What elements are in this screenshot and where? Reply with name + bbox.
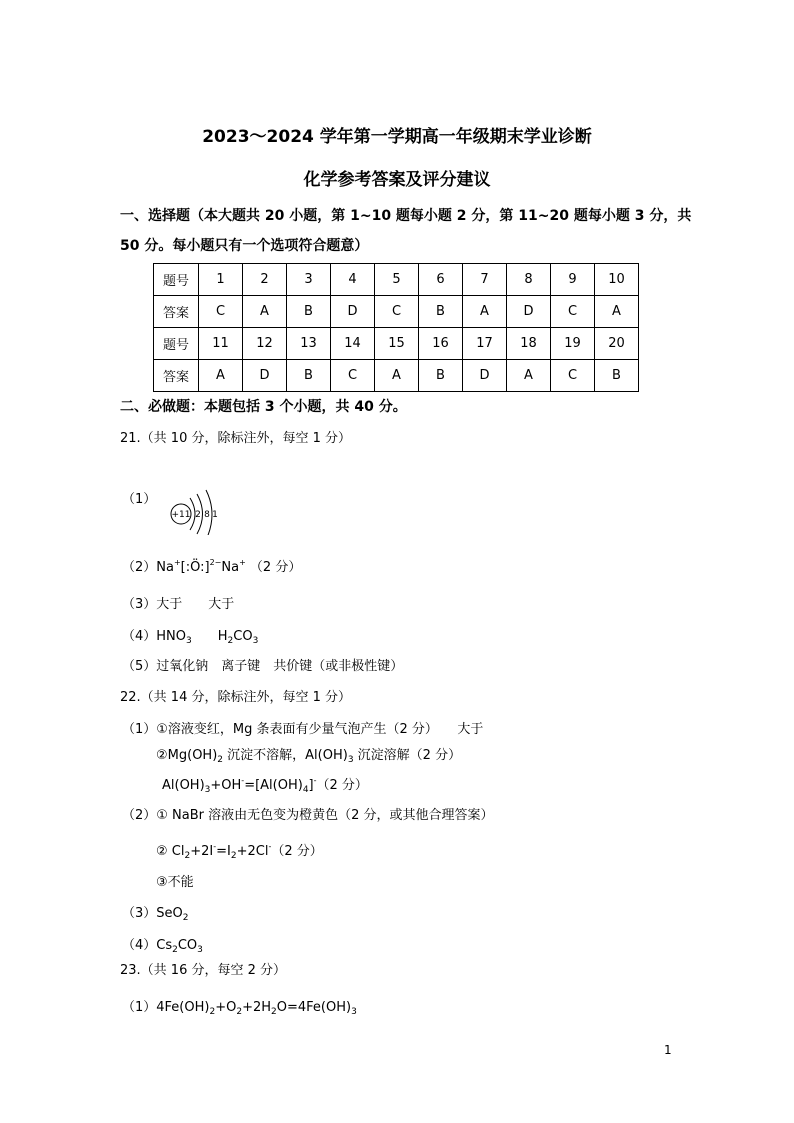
subscript-text: 4 [302, 785, 309, 795]
answer-line [156, 875, 194, 891]
document-subtitle: 化学参考答案及评分建议 [303, 170, 491, 190]
q21-1-label: （1） [122, 492, 157, 507]
document-title: 2023～2024 学年第一学期高一年级期末学业诊断 [202, 127, 592, 147]
row-header-cell: 答案 [154, 296, 199, 328]
row-header-cell: 答案 [154, 360, 199, 392]
table-cell: 1 [199, 264, 243, 296]
table-cell: 2 [243, 264, 287, 296]
answer-text: 沉淀不溶解，Al(OH) [223, 748, 348, 763]
table-cell: B [419, 296, 463, 328]
table-cell: 9 [551, 264, 595, 296]
supscript-text: 2− [209, 558, 222, 567]
subscript-text: 2 [209, 1007, 216, 1017]
subscript-text: 3 [347, 755, 354, 765]
table-row [154, 328, 639, 360]
answer-text: （3）大于 大于 [122, 597, 235, 612]
supscript-text: - [241, 776, 245, 785]
table-cell: C [331, 360, 375, 392]
table-cell: A [199, 360, 243, 392]
subscript-text: 2 [271, 1007, 277, 1017]
supscript-text: - [213, 842, 217, 851]
table-cell: D [331, 296, 375, 328]
table-cell: 17 [463, 328, 507, 360]
table-cell: B [287, 360, 331, 392]
table-cell: A [463, 296, 507, 328]
answer-text: ② Cl [156, 844, 185, 859]
answer-line [120, 963, 286, 979]
answer-text: CO [233, 629, 253, 644]
answer-line [122, 722, 483, 738]
nucleus-charge: +11 [171, 510, 191, 520]
answer-text: （2 分） [316, 778, 368, 793]
answer-text: +2H [242, 1000, 272, 1015]
table-cell: 20 [595, 328, 639, 360]
table-cell: 15 [375, 328, 419, 360]
supscript-text: - [268, 842, 272, 851]
answer-text: +2Cl [236, 844, 269, 859]
table-cell: B [419, 360, 463, 392]
answer-text: +O [215, 1000, 237, 1015]
answer-line [120, 431, 351, 447]
section1-heading-cont: 50 分。每小题只有一个选项符合题意） [120, 238, 369, 254]
answer-text: （2 分） [245, 560, 302, 575]
answer-line [122, 560, 301, 576]
answer-text: （2）① NaBr 溶液由无色变为橙黄色（2 分，或其他合理答案） [122, 808, 494, 823]
table-cell: D [243, 360, 287, 392]
answer-text: 22.（共 14 分，除标注外，每空 1 分） [120, 690, 352, 705]
answer-text: Na [221, 560, 240, 575]
answer-text: （5）过氧化钠 离子键 共价键（或非极性键） [122, 659, 404, 674]
table-cell: 18 [507, 328, 551, 360]
table-cell: C [551, 296, 595, 328]
table-cell: 10 [595, 264, 639, 296]
supscript-text: + [173, 558, 181, 567]
subscript-text: 3 [351, 1007, 357, 1017]
subscript-text: 3 [186, 636, 192, 646]
table-cell: A [595, 296, 639, 328]
answer-line [122, 1000, 357, 1016]
shell-electrons: 8 [204, 510, 210, 520]
answer-text: （1）4Fe(OH) [122, 1000, 210, 1015]
answer-text: 沉淀溶解（2 分） [353, 748, 462, 763]
table-cell: C [375, 296, 419, 328]
table-cell: 8 [507, 264, 551, 296]
answer-line [156, 748, 461, 764]
subscript-text: 2 [172, 945, 178, 955]
answer-line [120, 690, 351, 706]
answer-text: （4）Cs [122, 938, 173, 953]
answer-text: +OH [210, 778, 242, 793]
row-header-cell: 题号 [154, 328, 199, 360]
answer-text: Al(OH) [162, 778, 205, 793]
answer-text: CO [177, 938, 198, 953]
table-cell: A [243, 296, 287, 328]
table-cell: 19 [551, 328, 595, 360]
answer-text: （2 分） [271, 844, 323, 859]
answer-text: +2I [190, 844, 214, 859]
subscript-text: 2 [217, 755, 224, 765]
answer-line [122, 938, 203, 954]
subscript-text: 2 [182, 913, 189, 923]
table-cell: C [551, 360, 595, 392]
answer-text: ②Mg(OH) [156, 748, 218, 763]
table-cell: 3 [287, 264, 331, 296]
table-cell: 4 [331, 264, 375, 296]
supscript-text: + [239, 558, 246, 567]
answer-text: =[Al(OH) [244, 778, 303, 793]
answer-text: H [191, 629, 228, 644]
table-row [154, 264, 639, 296]
table-cell: 12 [243, 328, 287, 360]
answer-text: 23.（共 16 分，每空 2 分） [120, 963, 287, 978]
answer-text: （4）HNO [122, 629, 187, 644]
table-cell: B [595, 360, 639, 392]
shell-electrons: 2 [195, 510, 201, 520]
table-cell: 5 [375, 264, 419, 296]
table-cell: 14 [331, 328, 375, 360]
answer-text: O=4Fe(OH) [276, 1000, 352, 1015]
table-cell: A [375, 360, 419, 392]
table-cell: A [507, 360, 551, 392]
subscript-text: 2 [184, 851, 191, 861]
table-cell: 7 [463, 264, 507, 296]
answer-line [156, 844, 323, 860]
answer-line [122, 906, 189, 922]
answer-line [122, 808, 494, 824]
table-cell: D [507, 296, 551, 328]
table-cell: B [287, 296, 331, 328]
answer-line [122, 659, 403, 675]
answer-text: [:Ö:] [180, 560, 210, 575]
table-cell: C [199, 296, 243, 328]
subscript-text: 2 [236, 1007, 243, 1017]
table-row [154, 296, 639, 328]
answer-line [122, 629, 258, 645]
table-row [154, 360, 639, 392]
answer-table [153, 263, 639, 392]
answer-text: ] [308, 778, 314, 793]
subscript-text: 3 [252, 636, 259, 646]
answer-text: （3）SeO [122, 906, 183, 921]
sodium-atom-structure-diagram [168, 485, 228, 535]
supscript-text: - [313, 776, 317, 785]
section1-heading: 一、选择题（本大题共 20 小题，第 1~10 题每小题 2 分，第 11~20 题每小题 3 分，共 [120, 208, 692, 224]
answer-line [162, 778, 368, 794]
answer-text: （2）Na [122, 560, 174, 575]
subscript-text: 3 [204, 785, 211, 795]
row-header-cell: 题号 [154, 264, 199, 296]
answer-text: =I [216, 844, 231, 859]
table-cell: 16 [419, 328, 463, 360]
shell-electrons: 1 [212, 510, 218, 520]
section2-heading: 二、必做题：本题包括 3 个小题，共 40 分。 [120, 399, 407, 415]
subscript-text: 2 [230, 851, 237, 861]
answer-text: 21.（共 10 分，除标注外，每空 1 分） [120, 431, 352, 446]
answer-text: （1）①溶液变红，Mg 条表面有少量气泡产生（2 分） 大于 [122, 722, 484, 737]
table-cell: 13 [287, 328, 331, 360]
table-cell: 11 [199, 328, 243, 360]
answer-line [122, 597, 234, 613]
subscript-text: 3 [197, 945, 203, 955]
table-cell: 6 [419, 264, 463, 296]
subscript-text: 2 [227, 636, 234, 646]
table-cell: D [463, 360, 507, 392]
answer-text: ③不能 [156, 875, 194, 890]
page-number: 1 [664, 1043, 672, 1057]
